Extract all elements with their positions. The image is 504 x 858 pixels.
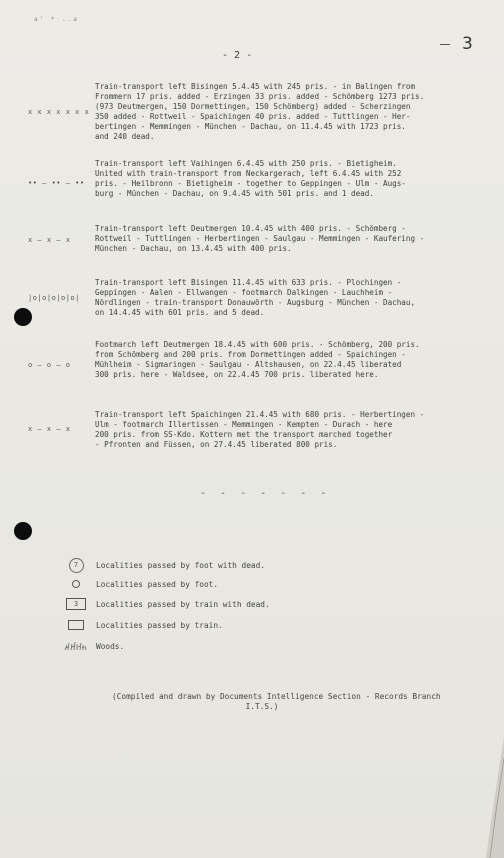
route-marker-3: x — x — x	[28, 236, 71, 244]
circled-number-icon: 7	[69, 558, 84, 573]
legend-label: Woods.	[96, 641, 125, 651]
route-entry-2: Train-transport left Vaihingen 6.4.45 with 250 pris. - Bietigheim. United with train-transport from Neckargerach, left 6.4.45 with 252 pris. - Heilbronn - Bietigheim - together to Geppingen - Ulm - Augs- burg - München - Dachau, on 9.4.45 with 501 pris. and 1 dead.	[95, 159, 406, 198]
compiled-by-note: (Compiled and drawn by Documents Intelligence Section - Records Branch I.T.S.)	[112, 692, 441, 711]
page-number-dash	[440, 44, 450, 45]
legend-row-train	[60, 617, 223, 633]
route-marker-5: o — o — o	[28, 361, 71, 369]
empty-box-icon	[68, 620, 84, 630]
route-marker-4: |o|o|o|o|o|	[28, 294, 80, 302]
corner-mark: a' * ..a	[34, 16, 79, 23]
legend-row-foot-dead	[60, 557, 265, 573]
page-number: - 2 -	[222, 50, 253, 61]
legend-row-train-dead	[60, 596, 270, 612]
route-entry-1: Train-transport left Bisingen 5.4.45 with 245 pris. - in Balingen from Frommern 17 pris. added - Erzingen 33 pris. added - Schömberg 1273 pris. (973 Deutmergen, 150 Dormettingen, 150 Schömberg) added - Scherzingen 350 added - Rottweil - Spaichingen 40 pris. added - Tuttlingen - Her- bertingen - Memmingen - München - Dachau, on 11.4.45 with 1723 pris. and 240 dead.	[95, 82, 425, 141]
page-number-handwritten: 3	[462, 34, 473, 54]
punch-hole-top	[14, 308, 32, 326]
route-marker-1: x x x x x x x	[28, 108, 90, 116]
legend-label: Localities passed by foot.	[96, 579, 219, 589]
route-entry-4: Train-transport left Bisingen 11.4.45 with 633 pris. - Plochingen - Geppingen - Aalen - Ellwangen - footmarch Dalkingen - Lauchheim - Nördlingen - train-transport Donauwörth - Augsburg - München - Dachau, on 14.4.45 with 601 pris. and 5 dead.	[95, 278, 416, 317]
punch-hole-bottom	[14, 522, 32, 540]
route-entry-6: Train-transport left Spaichingen 21.4.45 with 680 pris. - Herbertingen - Ulm - footmarch Illertissen - Memmingen - Kempten - Durach - here 200 pris. from SS-Kdo. Kottern met the transport marched together - Pfronten and Füssen, on 27.4.45 liberated 800 pris.	[95, 410, 425, 449]
section-separator: - - - - - - -	[200, 488, 331, 499]
legend-label: Localities passed by train with dead.	[96, 599, 270, 609]
route-marker-2: •• — •• — ••	[28, 179, 85, 187]
route-entry-5: Footmarch left Deutmergen 18.4.45 with 600 pris. - Schömberg, 200 pris. from Schömberg and 200 pris. from Dormettingen added - Spaichingen - Mühlheim - Sigmaringen - Saulgau - Altshausen, on 22.4.45 liberated 300 pris. here - Waldsee, on 22.4.45 700 pris. liberated here.	[95, 340, 420, 379]
woods-icon	[63, 640, 89, 652]
route-marker-6: x — x — x	[28, 425, 71, 433]
route-entry-3: Train-transport left Deutmergen 10.4.45 with 400 pris. - Schömberg - Rottweil - Tuttlingen - Herbertingen - Saulgau - Memmingen - Kaufering - München - Dachau, on 13.4.45 with 400 pris.	[95, 224, 425, 253]
circle-dot-icon	[72, 580, 80, 588]
legend-row-foot	[60, 576, 218, 592]
legend-label: Localities passed by train.	[96, 620, 223, 630]
boxed-number-icon: 3	[66, 598, 86, 610]
page-curl	[480, 738, 504, 858]
legend-label: Localities passed by foot with dead.	[96, 560, 265, 570]
legend-row-woods	[60, 638, 124, 654]
